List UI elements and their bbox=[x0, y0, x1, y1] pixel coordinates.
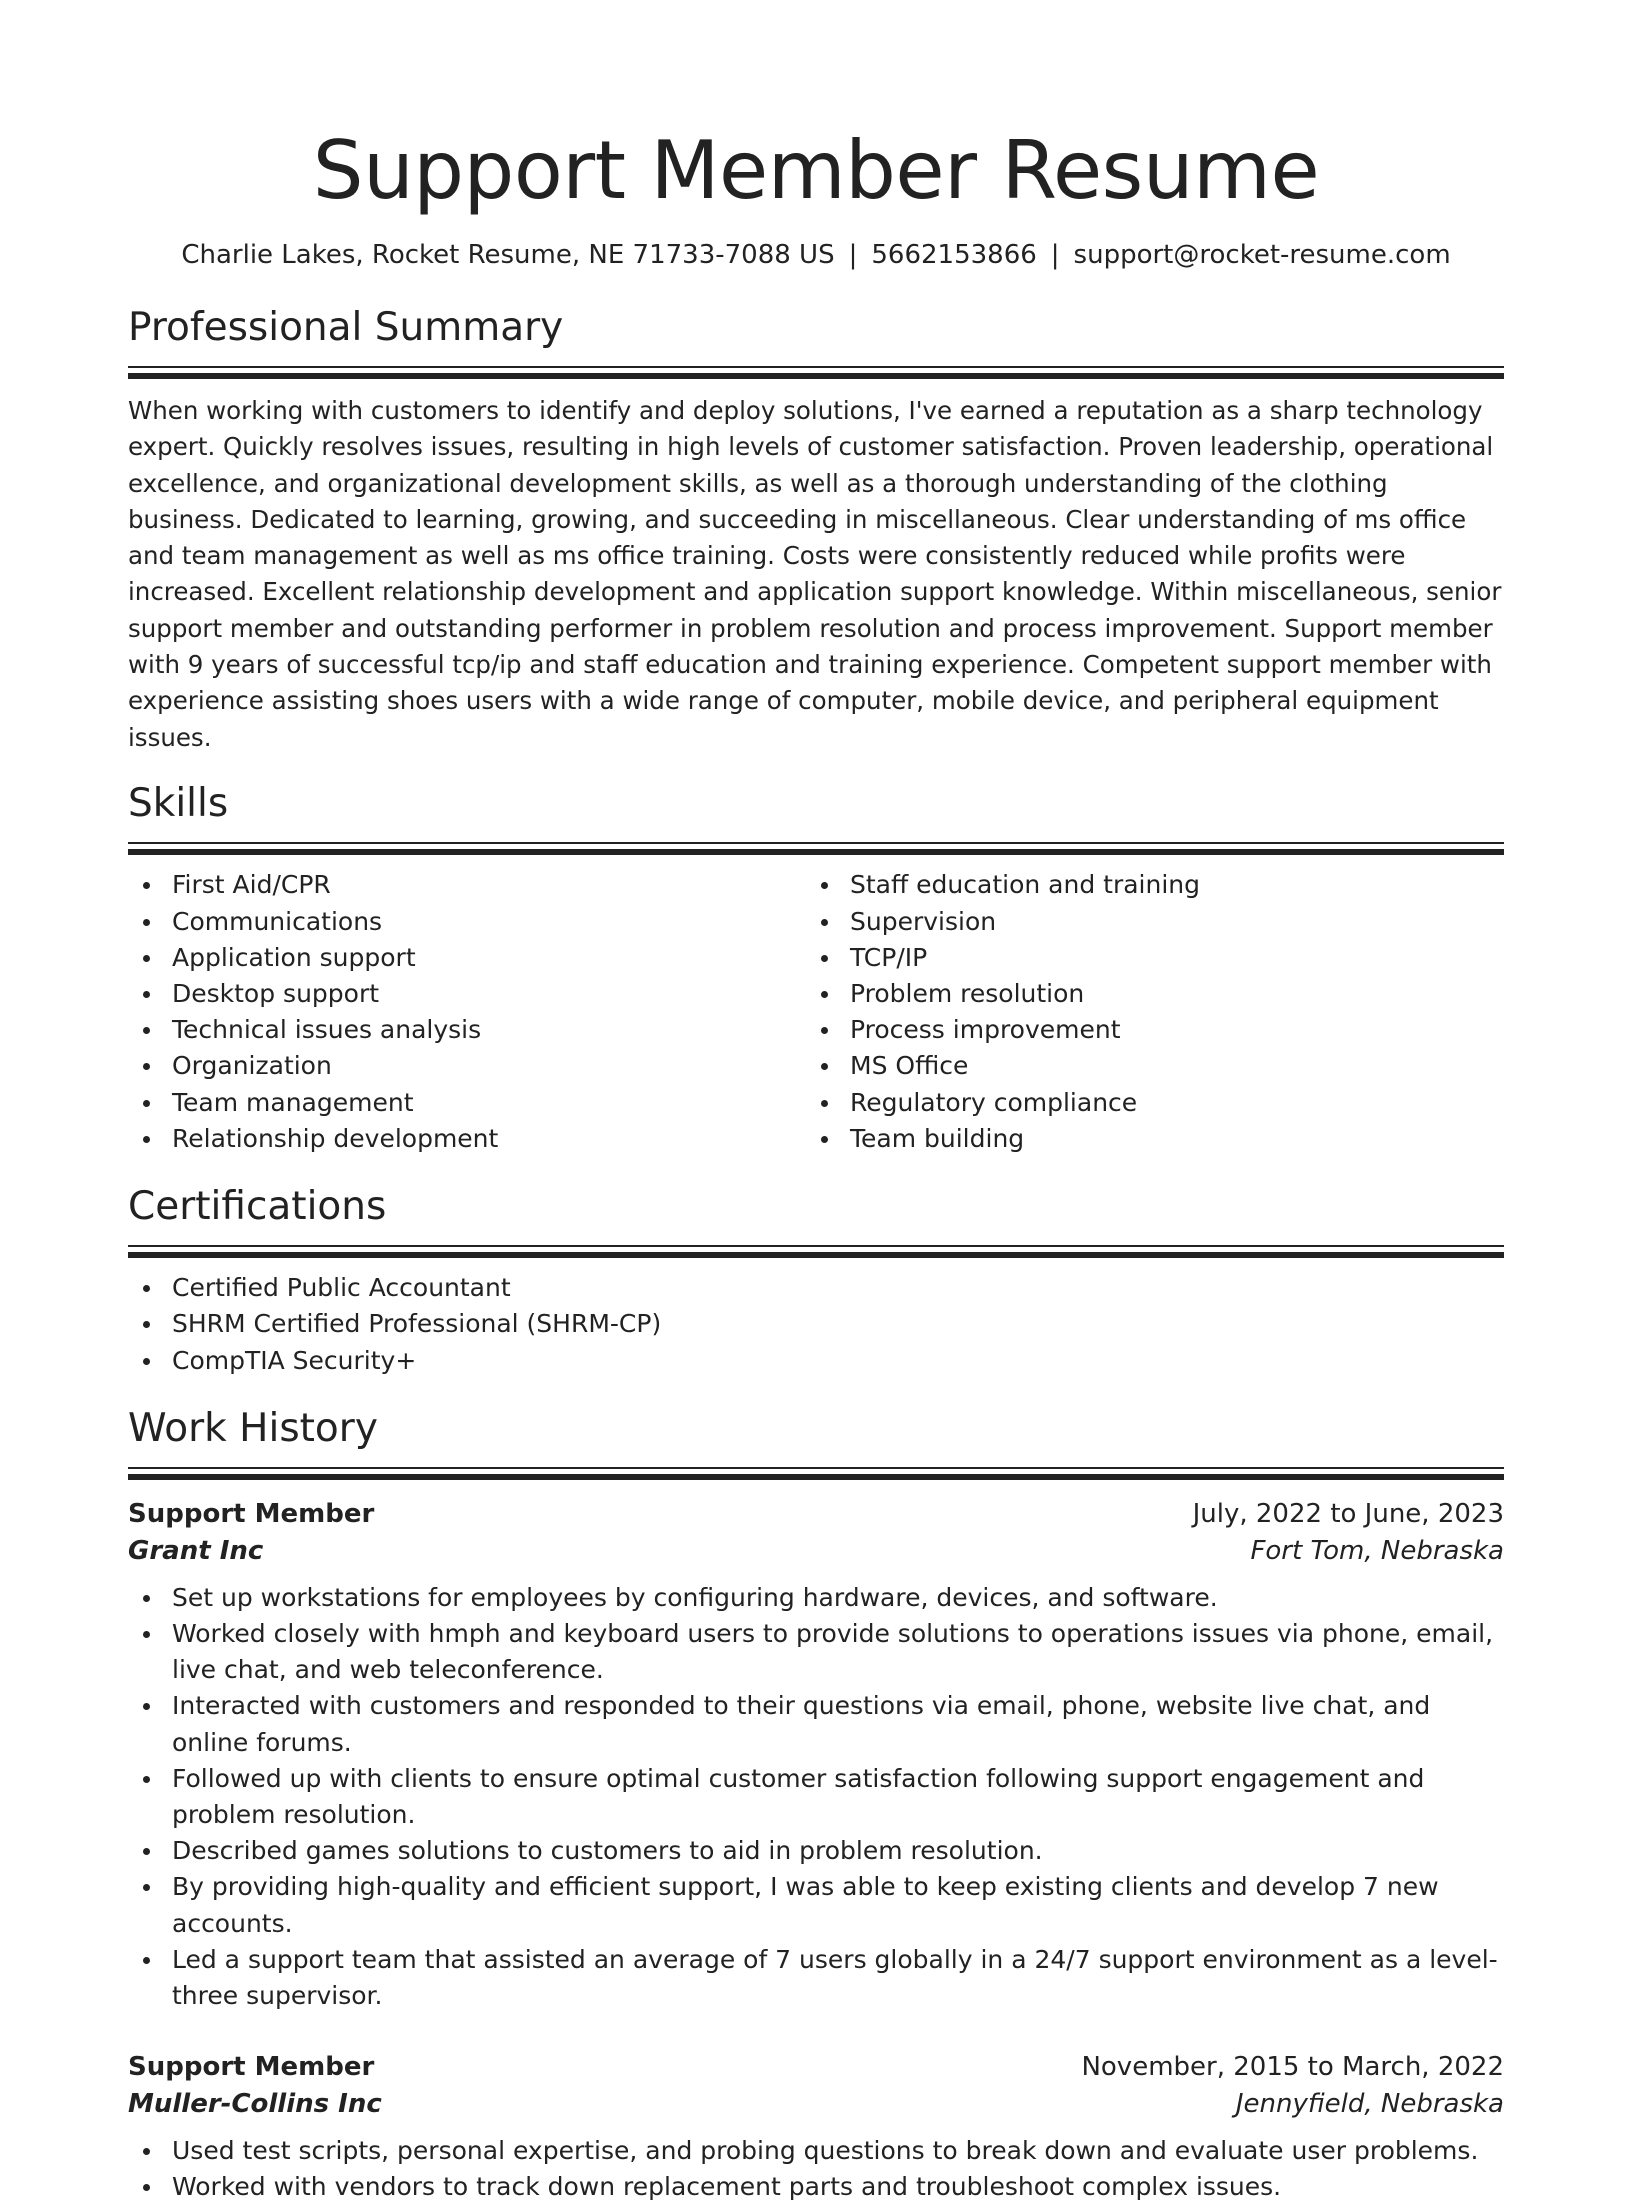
job-entry bbox=[128, 2049, 1504, 2205]
job-entry bbox=[128, 1496, 1504, 2014]
job-dates: November, 2015 to March, 2022 bbox=[1081, 2052, 1504, 2083]
job-company: Grant Inc bbox=[128, 1535, 264, 1566]
section-heading-work-history: Work History bbox=[128, 1405, 378, 1451]
skills-section bbox=[128, 780, 1504, 1157]
job-company: Muller-Collins Inc bbox=[128, 2089, 382, 2120]
job-bullet: Described games solutions to customers to aid in problem resolution. bbox=[128, 1833, 1504, 1869]
skill-item: Relationship development bbox=[128, 1121, 806, 1157]
certification-item: CompTIA Security+ bbox=[128, 1343, 1504, 1379]
skills-list-right bbox=[806, 867, 1484, 1157]
skill-item: Regulatory compliance bbox=[806, 1085, 1484, 1121]
summary-text: When working with customers to identify and deploy solutions, I've earned a reputation as a sharp technology expert. Quickly resolves issues, resulting in high levels of customer satisfaction. Proven leadership, operational excellence, and organizational development skills, as well as a thorough understanding of the clothing business. Dedicated to learning, growing, and succeeding in miscellaneous. Clear understanding of ms office and team management as well as ms office training. Costs were consistently reduced while profits were increased. Excellent relationship development and application support knowledge. Within miscellaneous, senior support member and outstanding performer in problem resolution and process improvement. Support member with 9 years of successful tcp/ip and staff education and training experience. Competent support member with experience assisting shoes users with a wide range of computer, mobile device, and peripheral equipment issues. bbox=[128, 396, 1502, 752]
contact-separator: | bbox=[848, 240, 858, 270]
contact-line bbox=[128, 238, 1504, 272]
certifications-section bbox=[128, 1183, 1504, 1379]
job-bullet: Followed up with clients to ensure optimal customer satisfaction following support engagement and problem resolution. bbox=[128, 1761, 1504, 1833]
skills-columns bbox=[128, 867, 1504, 1157]
skill-item: Staff education and training bbox=[806, 867, 1484, 903]
job-bullet: Led a support team that assisted an average of 7 users globally in a 24/7 support environment as a level-three supervisor. bbox=[128, 1942, 1504, 2014]
contact-email: support@rocket-resume.com bbox=[1073, 240, 1451, 270]
contact-phone: 5662153866 bbox=[871, 240, 1037, 270]
skills-list-left bbox=[128, 867, 806, 1157]
job-subheader bbox=[128, 1532, 1504, 1570]
section-divider bbox=[128, 842, 1504, 855]
job-location: Fort Tom, Nebraska bbox=[1250, 1535, 1504, 1566]
section-heading-summary: Professional Summary bbox=[128, 305, 564, 350]
skill-item: Communications bbox=[128, 904, 806, 940]
skill-item: Desktop support bbox=[128, 976, 806, 1012]
job-bullet: By providing high-quality and efficient support, I was able to keep existing clients and develop 7 new accounts. bbox=[128, 1869, 1504, 1941]
work-history-section bbox=[128, 1405, 1504, 2206]
section-divider bbox=[128, 1467, 1504, 1480]
skill-item: TCP/IP bbox=[806, 940, 1484, 976]
skill-item: Application support bbox=[128, 940, 806, 976]
job-bullets bbox=[128, 1580, 1504, 2014]
section-heading-certifications: Certifications bbox=[128, 1184, 387, 1230]
job-bullet: Set up workstations for employees by configuring hardware, devices, and software. bbox=[128, 1580, 1504, 1616]
job-location: Jennyfield, Nebraska bbox=[1235, 2089, 1504, 2120]
section-divider bbox=[128, 1245, 1504, 1258]
skill-item: First Aid/CPR bbox=[128, 867, 806, 903]
skill-item: MS Office bbox=[806, 1048, 1484, 1084]
job-bullet: Worked with vendors to track down replacement parts and troubleshoot complex issues. bbox=[128, 2169, 1504, 2205]
professional-summary-section bbox=[128, 304, 1504, 756]
skill-item: Organization bbox=[128, 1048, 806, 1084]
skill-item: Supervision bbox=[806, 904, 1484, 940]
job-header bbox=[128, 2049, 1504, 2085]
skill-item: Process improvement bbox=[806, 1012, 1484, 1048]
page-title: Support Member Resume bbox=[312, 124, 1320, 217]
certifications-list bbox=[128, 1270, 1504, 1379]
skill-item: Team management bbox=[128, 1085, 806, 1121]
job-subheader bbox=[128, 2085, 1504, 2123]
certification-item: Certified Public Accountant bbox=[128, 1270, 1504, 1306]
job-bullet: Worked closely with hmph and keyboard users to provide solutions to operations issues via phone, email, live chat, and web teleconference. bbox=[128, 1616, 1504, 1688]
contact-separator: | bbox=[1050, 240, 1060, 270]
job-bullet: Interacted with customers and responded to their questions via email, phone, website live chat, and online forums. bbox=[128, 1688, 1504, 1760]
job-header bbox=[128, 1496, 1504, 1532]
job-bullet: Used test scripts, personal expertise, and probing questions to break down and evaluate user problems. bbox=[128, 2133, 1504, 2169]
skill-item: Team building bbox=[806, 1121, 1484, 1157]
job-dates: July, 2022 to June, 2023 bbox=[1192, 1498, 1504, 1529]
resume-page bbox=[128, 0, 1504, 2206]
section-divider bbox=[128, 366, 1504, 379]
section-heading-skills: Skills bbox=[128, 781, 229, 827]
job-title: Support Member bbox=[128, 1498, 375, 1529]
contact-address: Charlie Lakes, Rocket Resume, NE 71733-7088 US bbox=[181, 240, 835, 270]
skill-item: Technical issues analysis bbox=[128, 1012, 806, 1048]
skill-item: Problem resolution bbox=[806, 976, 1484, 1012]
certification-item: SHRM Certified Professional (SHRM-CP) bbox=[128, 1306, 1504, 1342]
job-bullets bbox=[128, 2133, 1504, 2205]
job-title: Support Member bbox=[128, 2052, 375, 2083]
